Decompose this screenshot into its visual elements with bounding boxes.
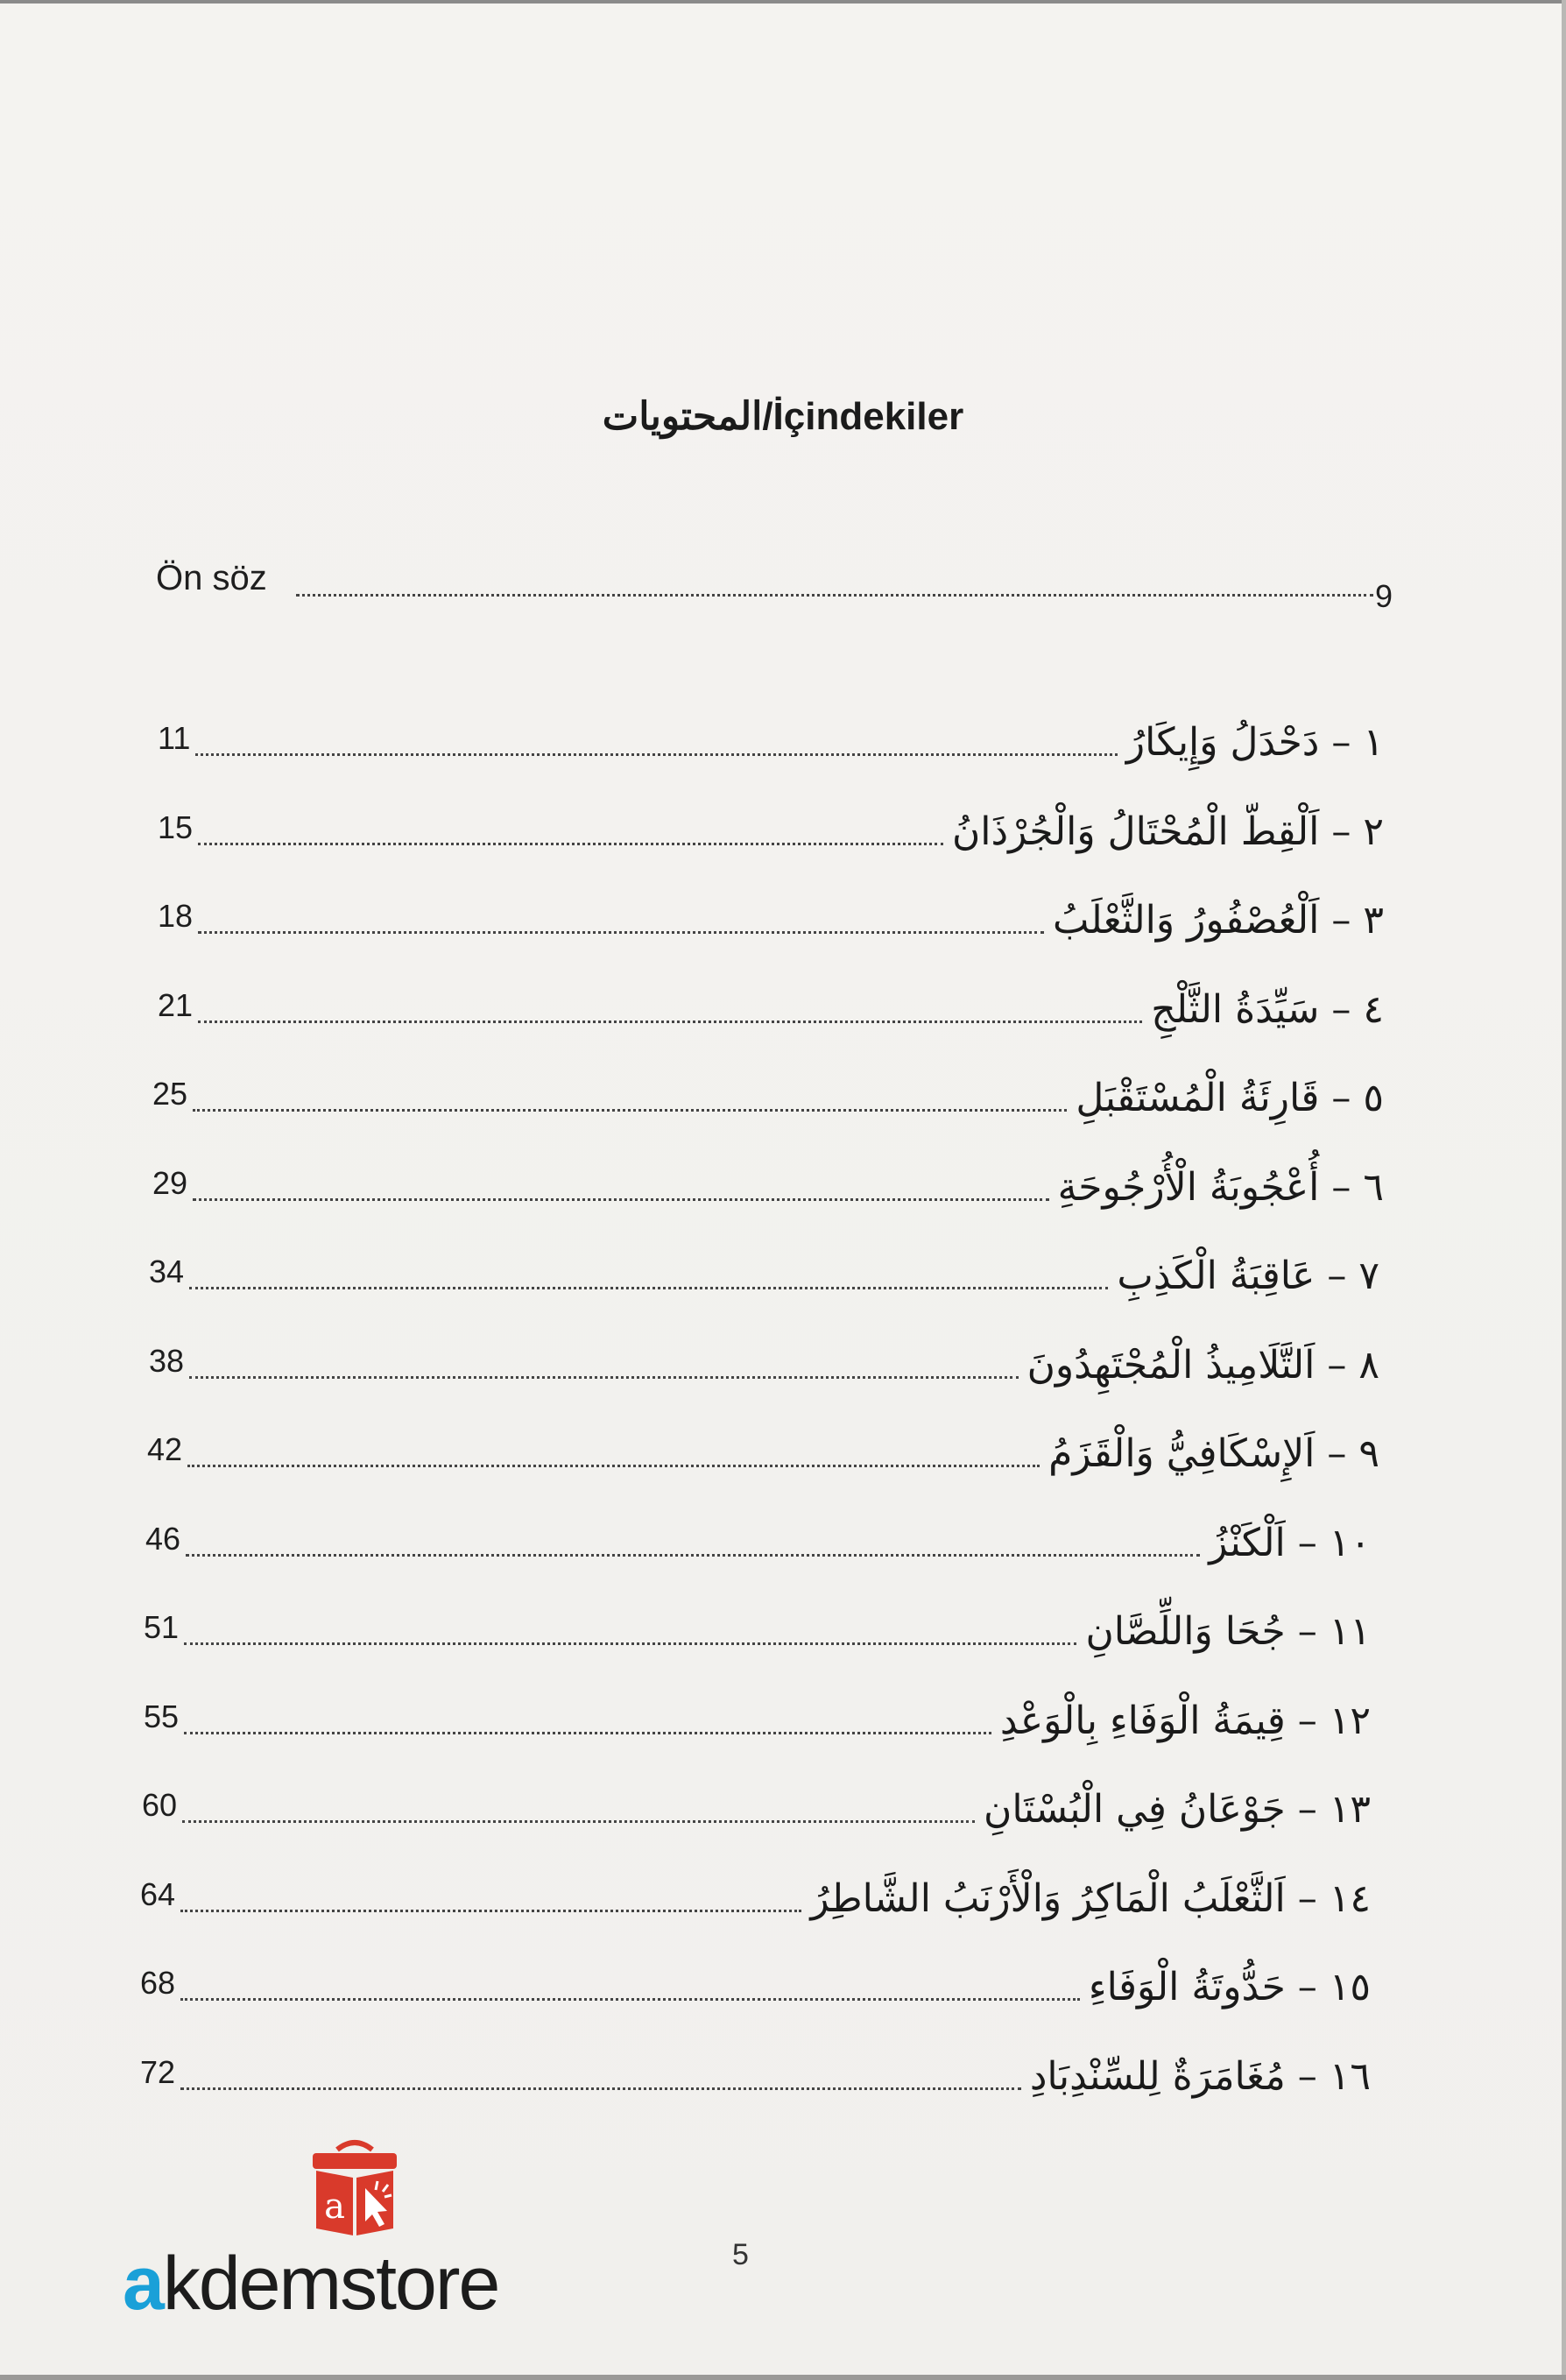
dot-leader [193, 1198, 1049, 1201]
dot-leader [195, 753, 1117, 756]
dot-leader [189, 1376, 1019, 1379]
toc-entry-title: ٦ – أُعْجُوبَةُ الْأُرْجُوحَةِ [1057, 1165, 1384, 1210]
toc-page-number: 25 [152, 1076, 188, 1112]
toc-entry-title: ١٢ – قِيمَةُ الْوَفَاءِ بِالْوَعْدِ [999, 1698, 1371, 1743]
toc-entry-title: ٣ – اَلْعُصْفُورُ وَالثَّعْلَبُ [1052, 898, 1384, 943]
toc-entry[interactable] [152, 1076, 1384, 1155]
toc-page-number: 72 [140, 2054, 176, 2090]
toc-entry[interactable] [140, 1965, 1371, 2044]
dot-leader [198, 1021, 1142, 1023]
dot-leader [193, 1109, 1067, 1112]
toc-page-number: 11 [158, 720, 191, 756]
toc-page-number: 18 [158, 898, 194, 934]
page-number: 5 [732, 2238, 749, 2271]
page-title: المحتويات/İçindekiler [602, 395, 964, 438]
toc-entry[interactable] [158, 720, 1384, 799]
toc-entry[interactable] [144, 1609, 1371, 1688]
toc-page-number: 34 [149, 1254, 185, 1289]
toc-page-number: 60 [142, 1787, 178, 1823]
toc-page-number: 42 [147, 1431, 183, 1467]
toc-entry-title: ٤ – سَيِّدَةُ الثَّلْجِ [1151, 987, 1384, 1032]
logo-wordmark [123, 2241, 498, 2327]
dot-leader [180, 1910, 801, 1912]
toc-page-number: 21 [158, 987, 194, 1023]
dot-leader [187, 1465, 1040, 1467]
toc-page-number: 46 [145, 1521, 181, 1557]
toc-entry-title: ٥ – قَارِئَةُ الْمُسْتَقْبَلِ [1076, 1076, 1384, 1120]
toc-page-number: 15 [158, 809, 194, 845]
toc-entry[interactable] [158, 987, 1384, 1066]
toc-entry-title: ١ – دَحْدَلُ وَإِيكَارُ [1125, 720, 1384, 765]
toc-entry[interactable] [140, 1876, 1371, 1955]
toc-entry[interactable] [152, 1165, 1384, 1244]
toc-page-number: 64 [140, 1876, 176, 1912]
toc-entry-title: ٩ – اَلإِسْكَافِيُّ وَالْقَزَمُ [1048, 1431, 1379, 1476]
logo-accent-letter: a [123, 2242, 163, 2326]
toc-entry-title: ١١ – جُحَا وَاللِّصَّانِ [1085, 1609, 1371, 1654]
toc-entry-title: ٧ – عَاقِبَةُ الْكَذِبِ [1117, 1254, 1379, 1298]
toc-entry[interactable] [142, 1787, 1371, 1866]
toc-entry[interactable] [158, 898, 1384, 977]
toc-entry[interactable] [149, 1343, 1379, 1422]
toc-entry[interactable] [158, 809, 1384, 888]
toc-entry-title: ١٠ – اَلْكَنْزُ [1209, 1521, 1371, 1565]
dot-leader [186, 1554, 1200, 1557]
dot-leader [180, 2087, 1021, 2090]
toc-page-number: 55 [144, 1698, 180, 1734]
preface-page-number: 9 [1374, 578, 1393, 614]
toc-entry[interactable] [145, 1521, 1371, 1600]
toc-page-number: 38 [149, 1343, 185, 1379]
toc-entry[interactable] [144, 1698, 1371, 1777]
toc-entry-title: ١٤ – اَلثَّعْلَبُ الْمَاكِرُ وَالْأَرْنَبُ الشَّاطِرُ [810, 1876, 1371, 1921]
akdemstore-logo [123, 2137, 578, 2330]
toc-entry[interactable] [147, 1431, 1379, 1510]
dot-leader [182, 1820, 975, 1823]
toc-entry-title: ١٣ – جَوْعَانُ فِي الْبُسْتَانِ [984, 1787, 1371, 1832]
toc-entry[interactable] [149, 1254, 1379, 1332]
dot-leader [198, 843, 943, 845]
dot-leader [184, 1732, 991, 1734]
dot-leader [184, 1642, 1076, 1645]
toc-entry-title: ٢ – اَلْقِطّ الْمُحْتَالُ وَالْجُرْذَانُ [951, 809, 1384, 854]
toc-entry[interactable] [140, 2054, 1371, 2133]
toc-page-number: 51 [144, 1609, 180, 1645]
toc-entry-title: ١٥ – حَدُّوتَةُ الْوَفَاءِ [1088, 1965, 1371, 2009]
logo-icon-letter: a [324, 2186, 345, 2227]
preface-label: Ön söz [156, 559, 267, 597]
toc-page-number: 29 [152, 1165, 188, 1201]
toc-page-number: 68 [140, 1965, 176, 2001]
dot-leader [189, 1287, 1108, 1289]
toc-entry-title: ٨ – اَلتَّلَامِيذُ الْمُجْتَهِدُونَ [1026, 1343, 1379, 1388]
dot-leader [198, 931, 1044, 934]
dot-leader [180, 1998, 1080, 2001]
book-cart-icon [302, 2137, 407, 2242]
toc-entry-title: ١٦ – مُغَامَرَةٌ لِلسِّنْدِبَادِ [1029, 2054, 1371, 2099]
logo-wordmark-rest: kdemstore [162, 2242, 499, 2326]
